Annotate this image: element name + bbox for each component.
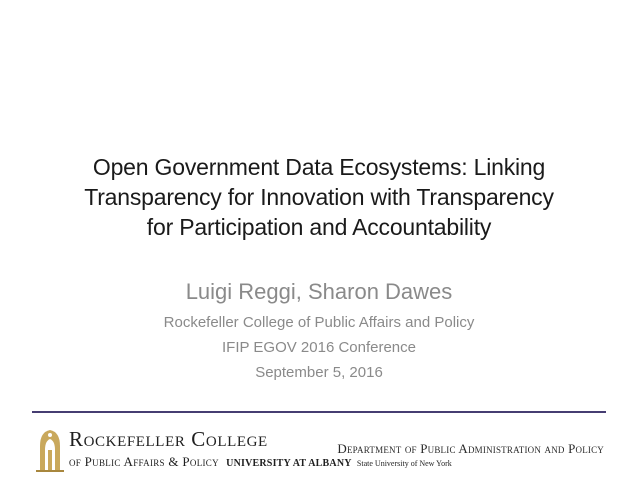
conference: IFIP EGOV 2016 Conference bbox=[222, 339, 416, 356]
state-university-name: State University of New York bbox=[356, 459, 452, 468]
footer-divider bbox=[32, 411, 606, 413]
slide-title bbox=[40, 152, 598, 242]
title-line: for Participation and Accountability bbox=[146, 214, 492, 240]
college-logo-name: Rockefeller College bbox=[69, 427, 268, 451]
university-name: UNIVERSITY AT ALBANY bbox=[226, 458, 352, 469]
affiliation: Rockefeller College of Public Affairs and Policy bbox=[163, 314, 475, 331]
authors: Luigi Reggi, Sharon Dawes bbox=[185, 279, 453, 304]
title-line: Transparency for Innovation with Transparency bbox=[84, 184, 554, 210]
department-name: Department of Public Administration and Policy bbox=[337, 441, 604, 456]
title-line: Open Government Data Ecosystems: Linking bbox=[92, 154, 546, 180]
college-logo-subtitle: of Public Affairs & Policy bbox=[69, 454, 219, 469]
rockefeller-crest-icon bbox=[34, 426, 66, 472]
date: September 5, 2016 bbox=[255, 364, 383, 381]
